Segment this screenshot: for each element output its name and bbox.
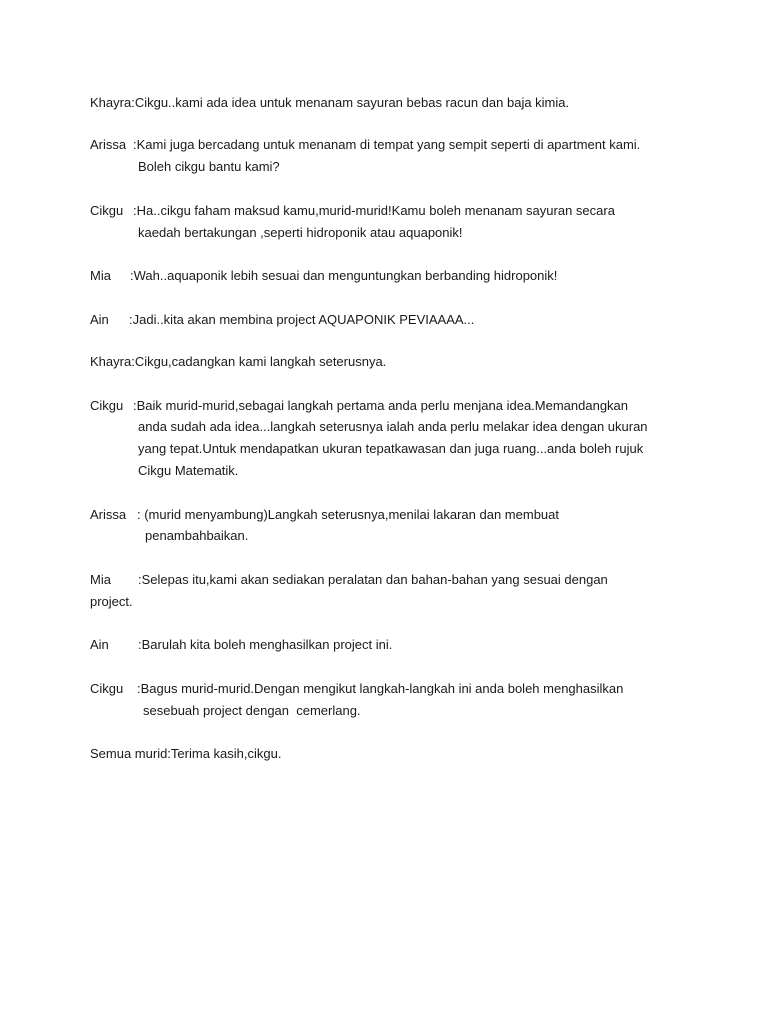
dialogue-text: :Wah..aquaponik lebih sesuai dan menguntungkan berbanding hidroponik! xyxy=(130,268,558,283)
dialogue-text: yang tepat.Untuk mendapatkan ukuran tepatkawasan dan juga ruang...anda boleh rujuk xyxy=(138,441,644,456)
speaker-label: Arissa xyxy=(90,137,127,152)
dialogue-text: Boleh cikgu bantu kami? xyxy=(138,159,280,174)
dialogue-text: Cikgu..kami ada idea untuk menanam sayuran bebas racun dan baja kimia. xyxy=(134,95,570,110)
speaker-label: Mia xyxy=(90,268,111,283)
dialogue-text: sesebuah project dengan cemerlang. xyxy=(143,703,361,718)
speaker-label: Ain xyxy=(90,637,109,652)
dialogue-text: Cikgu,cadangkan kami langkah seterusnya. xyxy=(134,354,387,369)
dialogue-text: :Ha..cikgu faham maksud kamu,murid-murid!Kamu boleh menanam sayuran secara xyxy=(133,203,615,218)
dialogue-text: penambahbaikan. xyxy=(145,528,249,543)
dialogue-text: Terima kasih,cikgu. xyxy=(170,746,282,761)
dialogue-text: project. xyxy=(90,594,133,609)
dialogue-text: :Baik murid-murid,sebagai langkah pertama anda perlu menjana idea.Memandangkan xyxy=(133,398,629,413)
dialogue-text: :Kami juga bercadang untuk menanam di tempat yang sempit seperti di apartment kami. xyxy=(133,137,641,152)
speaker-label: Semua murid: xyxy=(90,746,171,761)
dialogue-text: :Selepas itu,kami akan sediakan peralatan dan bahan-bahan yang sesuai dengan xyxy=(138,572,608,587)
speaker-label: Mia xyxy=(90,572,111,587)
speaker-label: Cikgu xyxy=(90,398,124,413)
speaker-label: Khayra: xyxy=(90,354,135,369)
dialogue-text: kaedah bertakungan ,seperti hidroponik atau aquaponik! xyxy=(138,225,463,240)
speaker-label: Arissa xyxy=(90,507,127,522)
speaker-label: Cikgu xyxy=(90,681,124,696)
dialogue-text: :Bagus murid-murid.Dengan mengikut langkah-langkah ini anda boleh menghasilkan xyxy=(137,681,624,696)
dialogue-text: :Jadi..kita akan membina project AQUAPONIK PEVIAAAA... xyxy=(129,312,475,327)
speaker-label: Ain xyxy=(90,312,109,327)
dialogue-line xyxy=(90,95,569,111)
dialogue-text: : (murid menyambung)Langkah seterusnya,menilai lakaran dan membuat xyxy=(137,507,559,522)
speaker-label: Cikgu xyxy=(90,203,124,218)
dialogue-line xyxy=(90,746,281,762)
dialogue-text: :Barulah kita boleh menghasilkan project ini. xyxy=(138,637,393,652)
dialogue-text: Cikgu Matematik. xyxy=(138,463,239,478)
speaker-label: Khayra: xyxy=(90,95,135,110)
dialogue-text: anda sudah ada idea...langkah seterusnya ialah anda perlu melakar idea dengan ukuran xyxy=(138,419,648,434)
dialogue-line xyxy=(90,354,386,370)
